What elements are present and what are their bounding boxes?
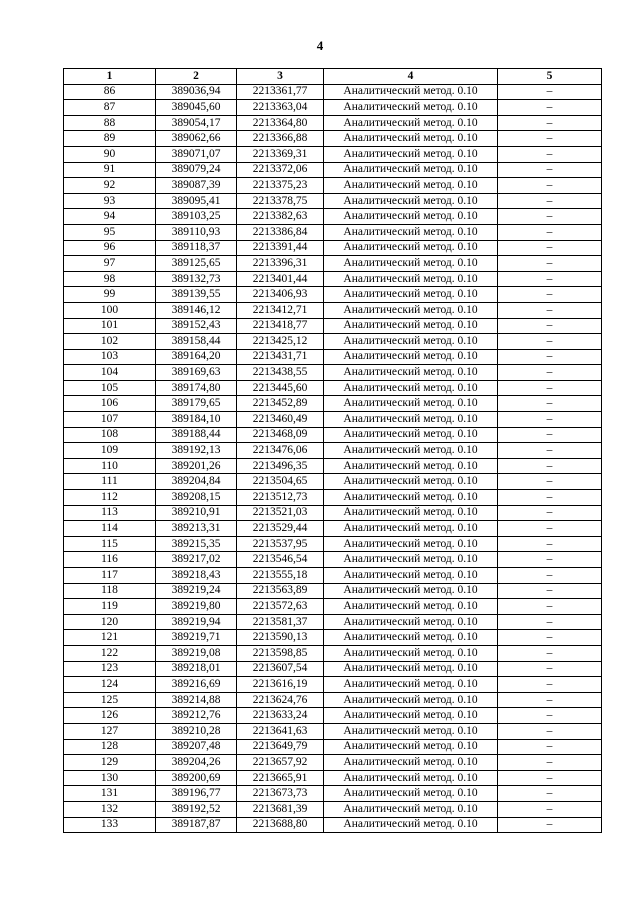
y-coordinate-cell: 2213504,65 — [237, 474, 324, 490]
point-number-cell: 131 — [64, 786, 156, 802]
x-coordinate-cell: 389118,37 — [156, 240, 237, 256]
method-cell: Аналитический метод. 0.10 — [324, 755, 498, 771]
x-coordinate-cell: 389214,88 — [156, 692, 237, 708]
table-row — [64, 801, 602, 817]
y-coordinate-cell: 2213412,71 — [237, 302, 324, 318]
note-cell: – — [498, 131, 602, 147]
table-row — [64, 583, 602, 599]
table-row — [64, 599, 602, 615]
table-row — [64, 708, 602, 724]
table-row — [64, 224, 602, 240]
x-coordinate-cell: 389146,12 — [156, 302, 237, 318]
note-cell: – — [498, 334, 602, 350]
y-coordinate-cell: 2213496,35 — [237, 458, 324, 474]
table-row — [64, 287, 602, 303]
note-cell: – — [498, 458, 602, 474]
y-coordinate-cell: 2213375,23 — [237, 178, 324, 194]
table-row — [64, 677, 602, 693]
point-number-cell: 130 — [64, 770, 156, 786]
table-row — [64, 817, 602, 833]
method-cell: Аналитический метод. 0.10 — [324, 365, 498, 381]
point-number-cell: 121 — [64, 630, 156, 646]
method-cell: Аналитический метод. 0.10 — [324, 443, 498, 459]
method-cell: Аналитический метод. 0.10 — [324, 645, 498, 661]
method-cell: Аналитический метод. 0.10 — [324, 708, 498, 724]
table-row — [64, 115, 602, 131]
method-cell: Аналитический метод. 0.10 — [324, 786, 498, 802]
table-row — [64, 146, 602, 162]
point-number-cell: 102 — [64, 334, 156, 350]
table-row — [64, 271, 602, 287]
column-header: 3 — [237, 69, 324, 85]
coordinates-table — [63, 68, 602, 833]
method-cell: Аналитический метод. 0.10 — [324, 84, 498, 100]
point-number-cell: 98 — [64, 271, 156, 287]
x-coordinate-cell: 389110,93 — [156, 224, 237, 240]
note-cell: – — [498, 677, 602, 693]
point-number-cell: 87 — [64, 100, 156, 116]
x-coordinate-cell: 389204,26 — [156, 755, 237, 771]
x-coordinate-cell: 389045,60 — [156, 100, 237, 116]
note-cell: – — [498, 318, 602, 334]
y-coordinate-cell: 2213563,89 — [237, 583, 324, 599]
y-coordinate-cell: 2213363,04 — [237, 100, 324, 116]
y-coordinate-cell: 2213386,84 — [237, 224, 324, 240]
x-coordinate-cell: 389169,63 — [156, 365, 237, 381]
method-cell: Аналитический метод. 0.10 — [324, 162, 498, 178]
point-number-cell: 88 — [64, 115, 156, 131]
note-cell: – — [498, 474, 602, 490]
method-cell: Аналитический метод. 0.10 — [324, 583, 498, 599]
method-cell: Аналитический метод. 0.10 — [324, 302, 498, 318]
point-number-cell: 126 — [64, 708, 156, 724]
note-cell: – — [498, 521, 602, 537]
x-coordinate-cell: 389192,52 — [156, 801, 237, 817]
note-cell: – — [498, 193, 602, 209]
point-number-cell: 116 — [64, 552, 156, 568]
note-cell: – — [498, 692, 602, 708]
point-number-cell: 104 — [64, 365, 156, 381]
y-coordinate-cell: 2213406,93 — [237, 287, 324, 303]
note-cell: – — [498, 630, 602, 646]
point-number-cell: 115 — [64, 536, 156, 552]
method-cell: Аналитический метод. 0.10 — [324, 209, 498, 225]
table-row — [64, 458, 602, 474]
method-cell: Аналитический метод. 0.10 — [324, 552, 498, 568]
table-row — [64, 739, 602, 755]
column-header: 2 — [156, 69, 237, 85]
y-coordinate-cell: 2213657,92 — [237, 755, 324, 771]
point-number-cell: 103 — [64, 349, 156, 365]
column-header: 5 — [498, 69, 602, 85]
table-row — [64, 505, 602, 521]
point-number-cell: 95 — [64, 224, 156, 240]
point-number-cell: 119 — [64, 599, 156, 615]
table-row — [64, 178, 602, 194]
method-cell: Аналитический метод. 0.10 — [324, 739, 498, 755]
x-coordinate-cell: 389218,43 — [156, 568, 237, 584]
table-row — [64, 521, 602, 537]
point-number-cell: 118 — [64, 583, 156, 599]
x-coordinate-cell: 389219,94 — [156, 614, 237, 630]
method-cell: Аналитический метод. 0.10 — [324, 271, 498, 287]
y-coordinate-cell: 2213452,89 — [237, 396, 324, 412]
y-coordinate-cell: 2213438,55 — [237, 365, 324, 381]
y-coordinate-cell: 2213555,18 — [237, 568, 324, 584]
method-cell: Аналитический метод. 0.10 — [324, 224, 498, 240]
point-number-cell: 110 — [64, 458, 156, 474]
x-coordinate-cell: 389201,26 — [156, 458, 237, 474]
table-row — [64, 692, 602, 708]
x-coordinate-cell: 389210,28 — [156, 723, 237, 739]
note-cell: – — [498, 349, 602, 365]
note-cell: – — [498, 162, 602, 178]
x-coordinate-cell: 389215,35 — [156, 536, 237, 552]
y-coordinate-cell: 2213665,91 — [237, 770, 324, 786]
note-cell: – — [498, 146, 602, 162]
point-number-cell: 113 — [64, 505, 156, 521]
note-cell: – — [498, 661, 602, 677]
y-coordinate-cell: 2213633,24 — [237, 708, 324, 724]
method-cell: Аналитический метод. 0.10 — [324, 349, 498, 365]
note-cell: – — [498, 178, 602, 194]
x-coordinate-cell: 389184,10 — [156, 412, 237, 428]
point-number-cell: 127 — [64, 723, 156, 739]
table-row — [64, 131, 602, 147]
note-cell: – — [498, 209, 602, 225]
method-cell: Аналитический метод. 0.10 — [324, 614, 498, 630]
y-coordinate-cell: 2213364,80 — [237, 115, 324, 131]
table-row — [64, 427, 602, 443]
y-coordinate-cell: 2213616,19 — [237, 677, 324, 693]
point-number-cell: 114 — [64, 521, 156, 537]
note-cell: – — [498, 490, 602, 506]
note-cell: – — [498, 786, 602, 802]
x-coordinate-cell: 389217,02 — [156, 552, 237, 568]
x-coordinate-cell: 389179,65 — [156, 396, 237, 412]
x-coordinate-cell: 389218,01 — [156, 661, 237, 677]
method-cell: Аналитический метод. 0.10 — [324, 178, 498, 194]
note-cell: – — [498, 427, 602, 443]
note-cell: – — [498, 645, 602, 661]
table-row — [64, 490, 602, 506]
point-number-cell: 122 — [64, 645, 156, 661]
note-cell: – — [498, 271, 602, 287]
point-number-cell: 123 — [64, 661, 156, 677]
method-cell: Аналитический метод. 0.10 — [324, 396, 498, 412]
y-coordinate-cell: 2213366,88 — [237, 131, 324, 147]
y-coordinate-cell: 2213425,12 — [237, 334, 324, 350]
point-number-cell: 108 — [64, 427, 156, 443]
method-cell: Аналитический метод. 0.10 — [324, 287, 498, 303]
column-header: 1 — [64, 69, 156, 85]
table-row — [64, 209, 602, 225]
note-cell: – — [498, 224, 602, 240]
table-body — [64, 84, 602, 833]
point-number-cell: 90 — [64, 146, 156, 162]
y-coordinate-cell: 2213649,79 — [237, 739, 324, 755]
point-number-cell: 105 — [64, 380, 156, 396]
point-number-cell: 91 — [64, 162, 156, 178]
x-coordinate-cell: 389158,44 — [156, 334, 237, 350]
method-cell: Аналитический метод. 0.10 — [324, 256, 498, 272]
x-coordinate-cell: 389219,08 — [156, 645, 237, 661]
point-number-cell: 117 — [64, 568, 156, 584]
method-cell: Аналитический метод. 0.10 — [324, 146, 498, 162]
y-coordinate-cell: 2213361,77 — [237, 84, 324, 100]
note-cell: – — [498, 723, 602, 739]
y-coordinate-cell: 2213460,49 — [237, 412, 324, 428]
y-coordinate-cell: 2213688,80 — [237, 817, 324, 833]
point-number-cell: 106 — [64, 396, 156, 412]
table-row — [64, 240, 602, 256]
x-coordinate-cell: 389188,44 — [156, 427, 237, 443]
table-row — [64, 786, 602, 802]
y-coordinate-cell: 2213624,76 — [237, 692, 324, 708]
x-coordinate-cell: 389125,65 — [156, 256, 237, 272]
y-coordinate-cell: 2213401,44 — [237, 271, 324, 287]
y-coordinate-cell: 2213378,75 — [237, 193, 324, 209]
x-coordinate-cell: 389164,20 — [156, 349, 237, 365]
method-cell: Аналитический метод. 0.10 — [324, 427, 498, 443]
x-coordinate-cell: 389200,69 — [156, 770, 237, 786]
method-cell: Аналитический метод. 0.10 — [324, 115, 498, 131]
note-cell: – — [498, 380, 602, 396]
note-cell: – — [498, 84, 602, 100]
method-cell: Аналитический метод. 0.10 — [324, 490, 498, 506]
note-cell: – — [498, 801, 602, 817]
table-row — [64, 100, 602, 116]
method-cell: Аналитический метод. 0.10 — [324, 801, 498, 817]
y-coordinate-cell: 2213590,13 — [237, 630, 324, 646]
table-row — [64, 755, 602, 771]
y-coordinate-cell: 2213431,71 — [237, 349, 324, 365]
table-row — [64, 365, 602, 381]
y-coordinate-cell: 2213641,63 — [237, 723, 324, 739]
method-cell: Аналитический метод. 0.10 — [324, 692, 498, 708]
point-number-cell: 111 — [64, 474, 156, 490]
note-cell: – — [498, 365, 602, 381]
method-cell: Аналитический метод. 0.10 — [324, 661, 498, 677]
method-cell: Аналитический метод. 0.10 — [324, 536, 498, 552]
note-cell: – — [498, 240, 602, 256]
method-cell: Аналитический метод. 0.10 — [324, 380, 498, 396]
note-cell: – — [498, 755, 602, 771]
method-cell: Аналитический метод. 0.10 — [324, 770, 498, 786]
point-number-cell: 128 — [64, 739, 156, 755]
method-cell: Аналитический метод. 0.10 — [324, 599, 498, 615]
x-coordinate-cell: 389079,24 — [156, 162, 237, 178]
point-number-cell: 93 — [64, 193, 156, 209]
note-cell: – — [498, 614, 602, 630]
x-coordinate-cell: 389204,84 — [156, 474, 237, 490]
method-cell: Аналитический метод. 0.10 — [324, 240, 498, 256]
y-coordinate-cell: 2213476,06 — [237, 443, 324, 459]
table-row — [64, 536, 602, 552]
point-number-cell: 100 — [64, 302, 156, 318]
table-row — [64, 723, 602, 739]
point-number-cell: 101 — [64, 318, 156, 334]
x-coordinate-cell: 389219,80 — [156, 599, 237, 615]
table-row — [64, 412, 602, 428]
x-coordinate-cell: 389054,17 — [156, 115, 237, 131]
point-number-cell: 133 — [64, 817, 156, 833]
x-coordinate-cell: 389216,69 — [156, 677, 237, 693]
x-coordinate-cell: 389174,80 — [156, 380, 237, 396]
point-number-cell: 96 — [64, 240, 156, 256]
y-coordinate-cell: 2213418,77 — [237, 318, 324, 334]
header-row — [64, 69, 602, 85]
table-row — [64, 770, 602, 786]
method-cell: Аналитический метод. 0.10 — [324, 568, 498, 584]
point-number-cell: 92 — [64, 178, 156, 194]
x-coordinate-cell: 389219,24 — [156, 583, 237, 599]
table-row — [64, 396, 602, 412]
y-coordinate-cell: 2213396,31 — [237, 256, 324, 272]
method-cell: Аналитический метод. 0.10 — [324, 458, 498, 474]
note-cell: – — [498, 396, 602, 412]
y-coordinate-cell: 2213369,31 — [237, 146, 324, 162]
table-row — [64, 474, 602, 490]
x-coordinate-cell: 389213,31 — [156, 521, 237, 537]
y-coordinate-cell: 2213581,37 — [237, 614, 324, 630]
table-row — [64, 256, 602, 272]
y-coordinate-cell: 2213445,60 — [237, 380, 324, 396]
y-coordinate-cell: 2213468,09 — [237, 427, 324, 443]
note-cell: – — [498, 302, 602, 318]
point-number-cell: 112 — [64, 490, 156, 506]
note-cell: – — [498, 287, 602, 303]
table-row — [64, 84, 602, 100]
x-coordinate-cell: 389087,39 — [156, 178, 237, 194]
point-number-cell: 99 — [64, 287, 156, 303]
table-row — [64, 552, 602, 568]
note-cell: – — [498, 115, 602, 131]
x-coordinate-cell: 389095,41 — [156, 193, 237, 209]
y-coordinate-cell: 2213372,06 — [237, 162, 324, 178]
x-coordinate-cell: 389192,13 — [156, 443, 237, 459]
point-number-cell: 89 — [64, 131, 156, 147]
point-number-cell: 107 — [64, 412, 156, 428]
table-row — [64, 614, 602, 630]
y-coordinate-cell: 2213681,39 — [237, 801, 324, 817]
method-cell: Аналитический метод. 0.10 — [324, 630, 498, 646]
table-row — [64, 568, 602, 584]
method-cell: Аналитический метод. 0.10 — [324, 318, 498, 334]
point-number-cell: 132 — [64, 801, 156, 817]
x-coordinate-cell: 389212,76 — [156, 708, 237, 724]
table-row — [64, 193, 602, 209]
x-coordinate-cell: 389208,15 — [156, 490, 237, 506]
y-coordinate-cell: 2213512,73 — [237, 490, 324, 506]
method-cell: Аналитический метод. 0.10 — [324, 100, 498, 116]
x-coordinate-cell: 389036,94 — [156, 84, 237, 100]
page-number: 4 — [316, 38, 324, 53]
method-cell: Аналитический метод. 0.10 — [324, 505, 498, 521]
y-coordinate-cell: 2213607,54 — [237, 661, 324, 677]
y-coordinate-cell: 2213537,95 — [237, 536, 324, 552]
x-coordinate-cell: 389196,77 — [156, 786, 237, 802]
method-cell: Аналитический метод. 0.10 — [324, 334, 498, 350]
y-coordinate-cell: 2213598,85 — [237, 645, 324, 661]
y-coordinate-cell: 2213572,63 — [237, 599, 324, 615]
y-coordinate-cell: 2213521,03 — [237, 505, 324, 521]
note-cell: – — [498, 552, 602, 568]
method-cell: Аналитический метод. 0.10 — [324, 474, 498, 490]
note-cell: – — [498, 100, 602, 116]
column-header: 4 — [324, 69, 498, 85]
note-cell: – — [498, 599, 602, 615]
note-cell: – — [498, 505, 602, 521]
table-row — [64, 645, 602, 661]
method-cell: Аналитический метод. 0.10 — [324, 193, 498, 209]
note-cell: – — [498, 568, 602, 584]
table-row — [64, 380, 602, 396]
point-number-cell: 120 — [64, 614, 156, 630]
x-coordinate-cell: 389071,07 — [156, 146, 237, 162]
note-cell: – — [498, 256, 602, 272]
table-row — [64, 162, 602, 178]
x-coordinate-cell: 389152,43 — [156, 318, 237, 334]
x-coordinate-cell: 389210,91 — [156, 505, 237, 521]
x-coordinate-cell: 389187,87 — [156, 817, 237, 833]
note-cell: – — [498, 443, 602, 459]
table-row — [64, 302, 602, 318]
table-row — [64, 318, 602, 334]
point-number-cell: 86 — [64, 84, 156, 100]
y-coordinate-cell: 2213382,63 — [237, 209, 324, 225]
point-number-cell: 125 — [64, 692, 156, 708]
y-coordinate-cell: 2213673,73 — [237, 786, 324, 802]
note-cell: – — [498, 708, 602, 724]
table-row — [64, 630, 602, 646]
method-cell: Аналитический метод. 0.10 — [324, 412, 498, 428]
y-coordinate-cell: 2213546,54 — [237, 552, 324, 568]
note-cell: – — [498, 536, 602, 552]
table-row — [64, 349, 602, 365]
method-cell: Аналитический метод. 0.10 — [324, 817, 498, 833]
x-coordinate-cell: 389103,25 — [156, 209, 237, 225]
method-cell: Аналитический метод. 0.10 — [324, 677, 498, 693]
method-cell: Аналитический метод. 0.10 — [324, 131, 498, 147]
note-cell: – — [498, 817, 602, 833]
note-cell: – — [498, 739, 602, 755]
table-row — [64, 443, 602, 459]
method-cell: Аналитический метод. 0.10 — [324, 723, 498, 739]
x-coordinate-cell: 389139,55 — [156, 287, 237, 303]
x-coordinate-cell: 389132,73 — [156, 271, 237, 287]
table-row — [64, 661, 602, 677]
point-number-cell: 109 — [64, 443, 156, 459]
method-cell: Аналитический метод. 0.10 — [324, 521, 498, 537]
note-cell: – — [498, 583, 602, 599]
x-coordinate-cell: 389219,71 — [156, 630, 237, 646]
note-cell: – — [498, 412, 602, 428]
point-number-cell: 124 — [64, 677, 156, 693]
x-coordinate-cell: 389207,48 — [156, 739, 237, 755]
x-coordinate-cell: 389062,66 — [156, 131, 237, 147]
y-coordinate-cell: 2213391,44 — [237, 240, 324, 256]
note-cell: – — [498, 770, 602, 786]
point-number-cell: 97 — [64, 256, 156, 272]
point-number-cell: 94 — [64, 209, 156, 225]
y-coordinate-cell: 2213529,44 — [237, 521, 324, 537]
point-number-cell: 129 — [64, 755, 156, 771]
table-row — [64, 334, 602, 350]
